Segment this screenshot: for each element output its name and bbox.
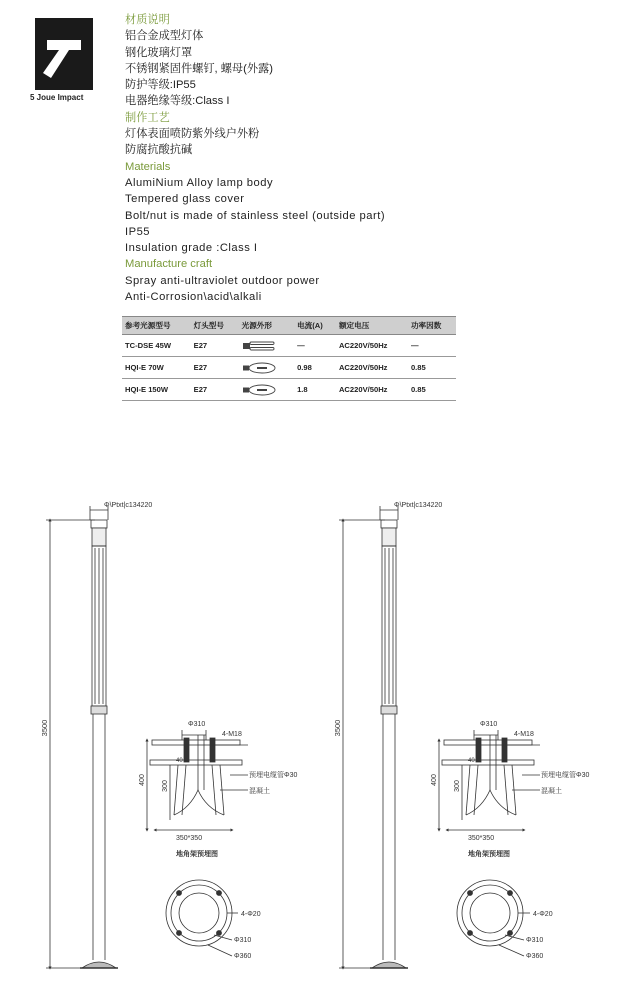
footing-size-label: 350*350 xyxy=(468,835,495,842)
dim-400-label: 400 xyxy=(431,774,438,786)
cell-current: — xyxy=(294,335,336,357)
hole-label: 4-Φ20 xyxy=(533,911,553,918)
bolt-label: 4-M18 xyxy=(514,731,534,738)
spec-line: 灯体表面喷防紫外线户外粉 xyxy=(125,128,260,141)
spec-line: 不锈钢紧固件螺钉, 螺母(外露) xyxy=(125,62,273,75)
col-header: 功率因数 xyxy=(408,317,456,335)
col-header: 光源外形 xyxy=(239,317,294,335)
base-plate-plan-right xyxy=(457,880,530,956)
spec-line: 铝合金成型灯体 xyxy=(125,30,204,43)
ring-outer-label: Φ360 xyxy=(526,953,544,960)
lamp-spec-table xyxy=(122,316,456,401)
conduit-label: 预埋电缆管Φ30 xyxy=(541,772,590,779)
base-diameter-label: Φ310 xyxy=(480,721,498,728)
col-header: 电流(A) xyxy=(294,317,336,335)
footing-title: 地角架预埋图 xyxy=(468,851,510,858)
cell-model: HQI-E 70W xyxy=(122,357,191,379)
spec-block xyxy=(125,12,525,305)
ring-inner-label: Φ310 xyxy=(526,937,544,944)
table-header-row xyxy=(122,317,456,335)
ring-inner-label: Φ310 xyxy=(234,937,252,944)
pole-top-diameter-label: Φ\Ptxt|c134220 xyxy=(394,502,443,509)
craft-en-heading: Manufacture craft xyxy=(125,258,213,271)
cell-shape xyxy=(239,379,294,401)
compact-fluorescent-bulb-icon xyxy=(242,340,278,352)
cell-model: HQI-E 150W xyxy=(122,379,191,401)
spec-line: 电器绝缘等级:Class I xyxy=(125,95,230,108)
concrete-label: 混凝土 xyxy=(541,788,562,795)
col-header: 参考光源型号 xyxy=(122,317,191,335)
col-header: 额定电压 xyxy=(336,317,408,335)
pole-elevation-right xyxy=(339,506,408,968)
dim-300-label: 300 xyxy=(162,780,169,792)
dim-400-label: 400 xyxy=(139,774,146,786)
metal-halide-bulb-icon xyxy=(242,384,278,396)
cell-current: 1.8 xyxy=(294,379,336,401)
spec-line: Insulation grade :Class I xyxy=(125,242,258,255)
spec-line: Bolt/nut is made of stainless steel (outside part) xyxy=(125,209,386,222)
spec-line: 防护等级:IP55 xyxy=(125,79,196,92)
craft-cn-heading: 制作工艺 xyxy=(125,111,170,124)
cell-voltage: AC220V/50Hz xyxy=(336,335,408,357)
hammer-icon xyxy=(35,18,93,90)
spec-line: 防腐抗酸抗碱 xyxy=(125,144,193,157)
footing-elevation-right xyxy=(439,730,540,830)
spec-line: Tempered glass cover xyxy=(125,193,245,206)
base-plate-plan-left xyxy=(166,880,238,956)
technical-drawing xyxy=(0,490,630,990)
spec-line: AlumiNium Alloy lamp body xyxy=(125,176,274,189)
col-header: 灯头型号 xyxy=(191,317,239,335)
materials-en-heading: Materials xyxy=(125,160,171,173)
bolt-label: 4-M18 xyxy=(222,731,242,738)
materials-cn-heading: 材质说明 xyxy=(125,14,170,26)
table-row xyxy=(122,357,456,379)
pole-top-diameter-label: Φ\Ptxt|c134220 xyxy=(104,502,153,509)
cell-voltage: AC220V/50Hz xyxy=(336,357,408,379)
spec-line: 钢化玻璃灯罩 xyxy=(125,46,193,59)
footing-size-label: 350*350 xyxy=(176,835,203,842)
cell-model: TC-DSE 45W xyxy=(122,335,191,357)
pole-height-label: 3500 xyxy=(333,719,342,737)
brand-logo xyxy=(35,18,93,90)
ring-outer-label: Φ360 xyxy=(234,953,252,960)
cell-current: 0.98 xyxy=(294,357,336,379)
spec-line: Spray anti-ultraviolet outdoor power xyxy=(125,274,320,287)
cell-shape xyxy=(239,335,294,357)
metal-halide-bulb-icon xyxy=(242,362,278,374)
base-diameter-label: Φ310 xyxy=(188,721,206,728)
cell-base: E27 xyxy=(191,335,239,357)
pole-height-label: 3500 xyxy=(40,719,49,737)
cell-voltage: AC220V/50Hz xyxy=(336,379,408,401)
conduit-label: 预埋电缆管Φ30 xyxy=(249,772,298,779)
dim-40-label: 40 xyxy=(176,758,183,764)
cell-pf: 0.85 xyxy=(408,357,456,379)
footing-title: 地角架预埋图 xyxy=(176,851,218,858)
cell-shape xyxy=(239,357,294,379)
brand-name: 5 Joue Impact xyxy=(30,93,84,102)
cell-pf: 0.85 xyxy=(408,379,456,401)
table-row xyxy=(122,379,456,401)
hole-label: 4-Φ20 xyxy=(241,911,261,918)
dim-40-label: 40 xyxy=(468,758,475,764)
pole-elevation-left xyxy=(46,506,118,968)
cell-pf: — xyxy=(408,335,456,357)
spec-line: Anti-Corrosion\acid\alkali xyxy=(125,291,262,304)
spec-line: IP55 xyxy=(125,225,151,238)
table-row xyxy=(122,335,456,357)
dim-300-label: 300 xyxy=(454,780,461,792)
footing-elevation-left xyxy=(147,730,248,830)
cell-base: E27 xyxy=(191,357,239,379)
cell-base: E27 xyxy=(191,379,239,401)
concrete-label: 混凝土 xyxy=(249,788,270,795)
